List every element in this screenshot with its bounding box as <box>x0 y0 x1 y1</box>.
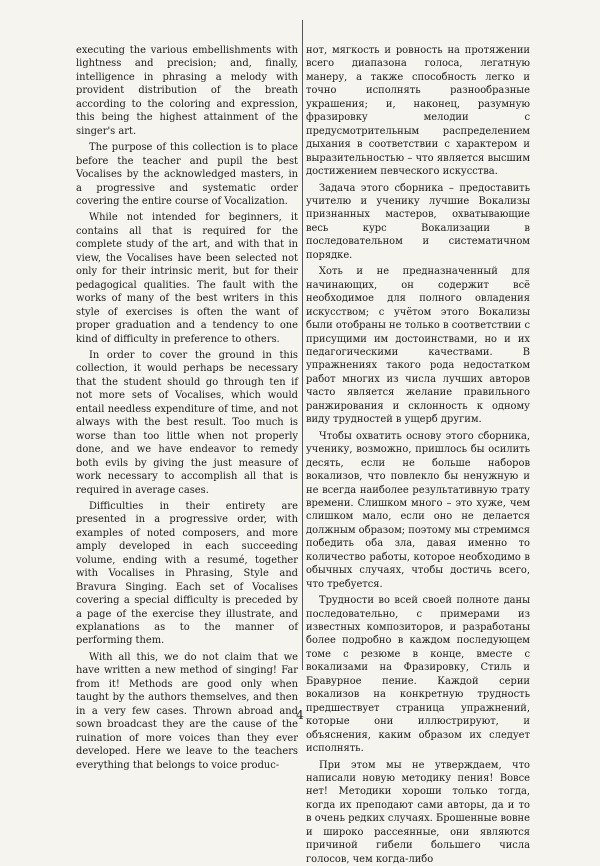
russian-paragraph: Задача этого сборника – предоставить учителю и ученику лучшие Вокализы признанных мастеров, охватывающие весь курс Вокализации в последовательном и систематичном порядке. <box>306 182 530 261</box>
russian-paragraph: Чтобы охватить основу этого сборника, ученику, возможно, пришлось бы осилить десять, если не больше наборов вокализов, что повлекло бы ненужную и не всегда наиболее результативную трату времени. Слишком много – это хуже, чем слишком мало, если оно не делается должным образом; поэтому мы стремимся победить оба зла, давая именно то количество работы, которое необходимо в обычных случаях, чтобы достичь всего, что требуется. <box>306 430 530 590</box>
english-paragraph: In order to cover the ground in this collection, it would perhaps be necessary that the student should go through ten if not more sets of Vocalises, which would entail needless expenditure of time, and not always with the best result. Too much is worse than too little when not properly done, and we have endeavor to remedy both evils by giving the just measure of work necessary to accomplish all that is required in average cases. <box>76 349 298 496</box>
page-number: 4 <box>296 708 304 722</box>
english-paragraph: While not intended for beginners, it contains all that is required for the complete study of the art, and with that in view, the Vocalises have been selected not only for their intrinsic merit, but for their pedagogical qualities. The fault with the works of many of the best writers in this style of exercises is often the want of proper graduation and a tendency to one kind of difficulty in preference to others. <box>76 212 298 345</box>
english-paragraph: executing the various embellishments with lightness and precision; and, finally, intelligence in phrasing a melody with provident distribution of the breath according to the coloring and expression, this being the highest attainment of the singer's art. <box>76 45 298 137</box>
russian-column <box>306 44 530 866</box>
english-paragraph: The purpose of this collection is to place before the teacher and pupil the best Vocalises by the acknowledged masters, in a progressive and systematic order covering the entire course of Vocalization. <box>76 142 298 207</box>
column-divider <box>302 20 303 670</box>
russian-paragraph: Трудности во всей своей полноте даны последовательно, с примерами из известных композиторов, и разработаны более подробно в каждом последующем томе с резюме в конце, вместе с вокализами на Фразировку, Стиль и Бравурное пение. Каждой серии вокализов на конкретную трудность предшествует страница упражнений, которые они иллюстрируют, и объяснения, каким образом их следует исполнять. <box>306 595 530 755</box>
english-paragraph: Difficulties in their entirety are presented in a progressive order, with examples of noted composers, and more amply developed in each succeeding volume, ending with a resumé, together with Vocalises in Phrasing, Style and Bravura Singing. Each set of Vocalises covering a special difficulty is preceded by a page of the exercise they illustrate, and explanations as to the manner of performing them. <box>76 500 298 647</box>
russian-paragraph: нот, мягкость и ровность на протяжении всего диапазона голоса, легатную манеру, а также способность легко и точно исполнять разнообразные украшения; и, наконец, разумную фразировку мелодии с предусмотрительным распределением дыхания в соответствии с характером и выразительностью – что является высшим достижением певческого искусства. <box>306 45 530 178</box>
russian-paragraph: При этом мы не утверждаем, что написали новую методику пения! Вовсе нет! Методики хороши только тогда, когда их преподают сами авторы, да и то в очень редких случаях. Брошенные вовне и широко рассеянные, они являются причиной гибели большего числа голосов, чем когда-либо <box>306 759 530 865</box>
english-paragraph: With all this, we do not claim that we have written a new method of singing! Far from it! Methods are good only when taught by the authors themselves, and then in a very few cases. Thrown abroad and sown broadcast they are the cause of the ruination of more voices than they ever developed. Here we leave to the teachers everything that belongs to voice produc- <box>76 651 298 771</box>
russian-paragraph: Хоть и не предназначенный для начинающих, он содержит всё необходимое для полного овладения искусством; с учётом этого Вокализы были отобраны не только в соответствии с присущими им достоинствами, но и их педагогическими качествами. В упражнениях такого рода недостатком работ многих из числа лучших авторов часто является желание правильного ранжирования и склонность к одному виду трудностей в ущерб другим. <box>306 266 530 426</box>
english-column <box>76 44 298 772</box>
